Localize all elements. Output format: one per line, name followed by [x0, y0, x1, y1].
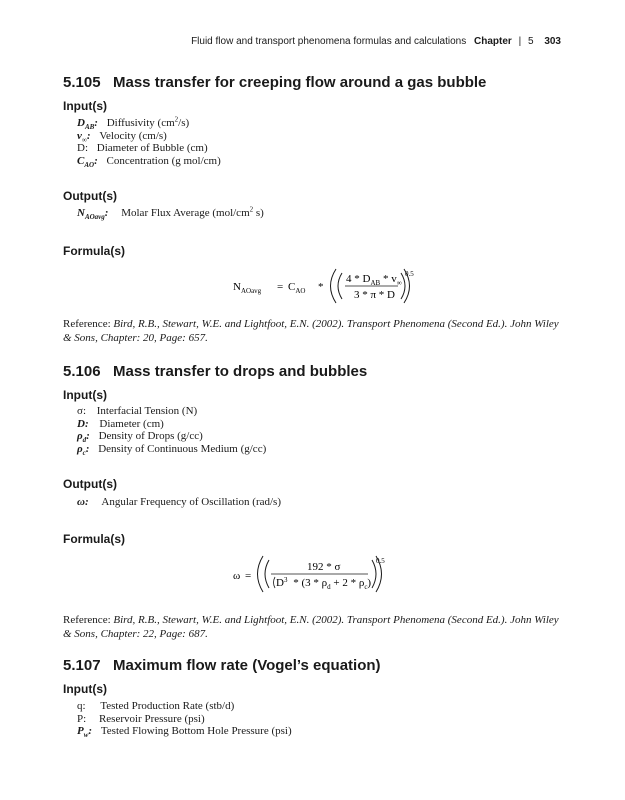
reference-prefix: Reference:: [63, 318, 111, 330]
formula-denominator: $D^3 * (3 * \rho_d + 2 * \rho_c)$: [276, 576, 372, 591]
output-list: [77, 207, 264, 220]
section-title-5-106: [63, 363, 367, 380]
variable-description: Density of Drops (g/cc): [98, 430, 203, 442]
list-item: [77, 155, 221, 168]
variable-symbol: D:: [77, 417, 89, 430]
variable-description: Density of Continuous Medium (g/cc): [98, 442, 267, 455]
formula-exponent: 0.5: [376, 557, 385, 565]
section-heading: Mass transfer for creeping flow around a gas bubble: [113, 74, 487, 91]
variable-symbol: P:: [77, 712, 87, 725]
variable-description: Molar Flux Average ($mol/cm^2$ s): [121, 205, 264, 219]
reference-5-105: [63, 317, 563, 345]
list-item: [77, 130, 221, 143]
list-item: [77, 725, 292, 738]
formula-lhs: ω: [233, 570, 241, 582]
outer-left-paren: [258, 556, 264, 592]
formula-equals: =: [277, 281, 284, 293]
outer-left-paren: [331, 269, 337, 303]
section-number: 5.105: [63, 74, 101, 91]
input-list: [77, 405, 266, 455]
inner-left-paren: [265, 560, 269, 588]
small-left-paren: [274, 577, 276, 588]
outputs-heading: Output(s): [63, 189, 117, 203]
list-item: [77, 405, 266, 418]
formula-heading: Formula(s): [63, 532, 126, 546]
list-item: [77, 443, 266, 456]
section-number: 5.107: [63, 657, 101, 674]
input-list: [77, 117, 221, 167]
chapter-number: 5: [527, 36, 534, 47]
formula-coefficient: $C_{AO}$: [288, 281, 306, 295]
formula-5-105: [225, 265, 415, 309]
inputs-heading: Input(s): [63, 388, 107, 402]
formula-exponent: 0.5: [405, 270, 414, 278]
formula-denominator: 3 * π * D: [354, 289, 395, 301]
page-number: 303: [544, 36, 561, 47]
formula-heading: Formula(s): [63, 244, 126, 258]
chapter-label: Chapter: [474, 36, 512, 47]
variable-description: Angular Frequency of Oscillation (rad/s): [101, 496, 282, 508]
variable-symbol: $C_{AO}$:: [77, 154, 98, 169]
list-item: [77, 496, 281, 509]
variable-description: Velocity (cm/s): [99, 129, 167, 142]
reference-prefix: Reference:: [63, 614, 111, 626]
variable-symbol: σ:: [77, 405, 86, 417]
section-title-5-107: [63, 657, 381, 674]
variable-symbol: q:: [77, 700, 86, 712]
input-list: [77, 700, 292, 738]
variable-description: Concentration (g mol/cm): [106, 154, 221, 167]
list-item: [77, 713, 292, 726]
formula-times: *: [318, 281, 324, 293]
output-list: [77, 496, 281, 509]
list-item: [77, 700, 292, 713]
outputs-heading: Output(s): [63, 477, 117, 491]
list-item: [77, 430, 266, 443]
variable-description: Diameter of Bubble (cm): [96, 142, 208, 154]
inner-left-paren: [338, 273, 342, 299]
variable-description: Tested Production Rate (stb/d): [100, 700, 235, 712]
variable-description: Diffusivity $(cm^2/s)$: [106, 115, 190, 129]
header-title: Fluid flow and transport phenomena formulas and calculations: [191, 36, 467, 47]
formula-numerator: 192 * σ: [307, 561, 341, 573]
inputs-heading: Input(s): [63, 99, 107, 113]
section-heading: Maximum flow rate (Vogel’s equation): [113, 657, 381, 674]
variable-description: Reservoir Pressure (psi): [98, 712, 205, 725]
variable-description: Diameter (cm): [99, 417, 164, 430]
running-header: [191, 36, 561, 47]
reference-text: Bird, R.B., Stewart, W.E. and Lightfoot, E.N. (2002). Transport Phenomena (Second Ed.). John Wiley & Sons, Chapter: 22, Page: 687.: [63, 614, 559, 640]
list-item: [77, 207, 264, 220]
formula-numerator: $4 * D_{AB} * v_\infty$: [346, 273, 402, 287]
header-separator: |: [518, 36, 522, 47]
variable-symbol: $v_\infty$:: [77, 129, 91, 144]
section-number: 5.106: [63, 363, 101, 380]
list-item: [77, 142, 221, 155]
formula-5-106: [225, 553, 395, 597]
section-title-5-105: [63, 74, 486, 91]
variable-symbol: D:: [77, 142, 89, 154]
list-item: [77, 117, 221, 130]
variable-symbol: $P_w$:: [77, 725, 93, 740]
variable-symbol: ω:: [77, 496, 89, 508]
variable-symbol: $N_{AOavg}$:: [77, 207, 109, 222]
section-heading: Mass transfer to drops and bubbles: [113, 363, 368, 380]
list-item: [77, 418, 266, 431]
reference-text: Bird, R.B., Stewart, W.E. and Lightfoot, E.N. (2002). Transport Phenomena (Second Ed.). John Wiley & Sons, Chapter: 20, Page: 657.: [63, 318, 559, 344]
variable-symbol: $\rho_d$:: [77, 430, 90, 445]
variable-symbol: $\rho_c$:: [77, 442, 90, 457]
inputs-heading: Input(s): [63, 682, 107, 696]
reference-5-106: [63, 613, 563, 641]
variable-description: Interfacial Tension (N): [96, 405, 198, 417]
formula-lhs: $N_{AOavg}$: [233, 281, 262, 295]
variable-symbol: $D_{AB}$:: [77, 117, 98, 132]
variable-description: Tested Flowing Bottom Hole Pressure (psi): [100, 725, 292, 737]
formula-equals: =: [245, 570, 252, 582]
